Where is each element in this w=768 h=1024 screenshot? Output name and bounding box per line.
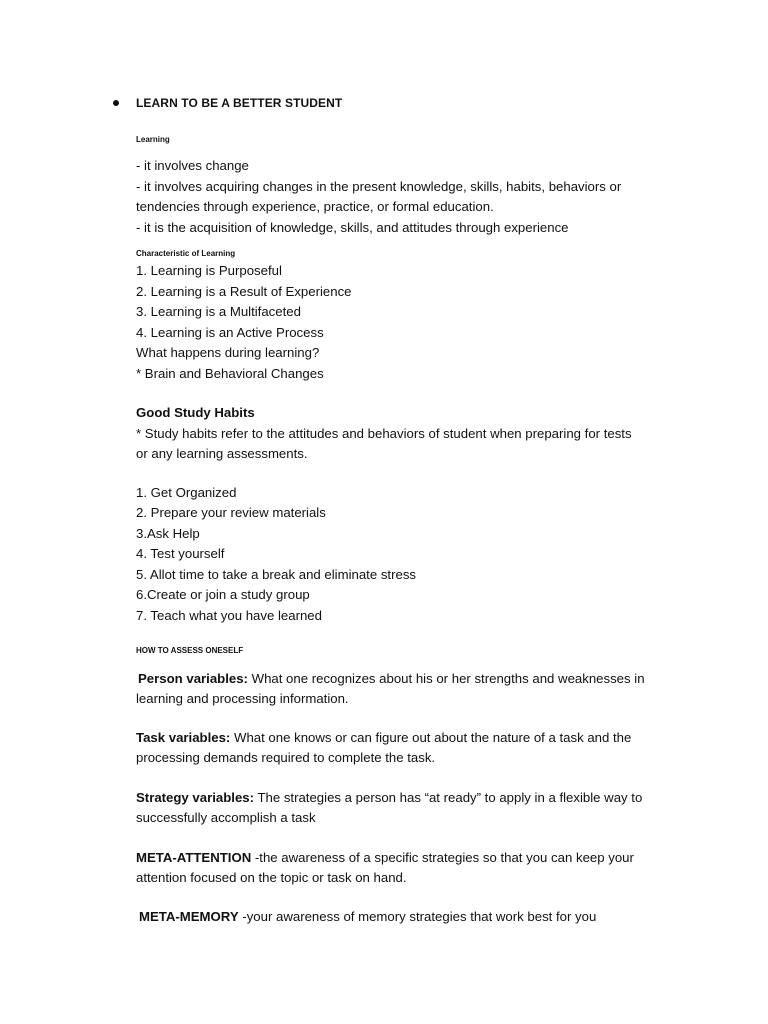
characteristic-item: 1. Learning is Purposeful <box>136 263 282 278</box>
meta-attention-line: attention focused on the topic or task on hand. <box>136 870 407 885</box>
person-variables-term: Person variables: <box>138 671 248 686</box>
meta-memory-line <box>139 907 596 927</box>
meta-memory-text: -your awareness of memory strategies that work best for you <box>238 909 597 924</box>
strategy-variables-line: successfully accomplish a task <box>136 810 316 825</box>
strategy-variables-line <box>136 788 642 808</box>
characteristic-item: 4. Learning is an Active Process <box>136 325 324 340</box>
learning-heading: Learning <box>136 135 170 144</box>
person-variables-line <box>138 669 645 689</box>
characteristics-heading: Characteristic of Learning <box>136 249 236 258</box>
person-variables-text: What one recognizes about his or her strengths and weaknesses in <box>247 671 645 686</box>
study-habit-item: 3.Ask Help <box>136 526 200 541</box>
learning-line: tendencies through experience, practice, or formal education. <box>136 199 494 214</box>
learning-line: - it involves acquiring changes in the present knowledge, skills, habits, behaviors or <box>136 179 622 194</box>
study-habit-item: 7. Teach what you have learned <box>136 608 322 623</box>
study-habit-item: 6.Create or join a study group <box>136 587 310 602</box>
learning-answer: * Brain and Behavioral Changes <box>136 366 324 381</box>
bullet-icon <box>113 100 119 106</box>
task-variables-term: Task variables: <box>136 730 231 745</box>
strategy-variables-text: The strategies a person has “at ready” to apply in a flexible way to <box>254 790 643 805</box>
characteristic-item: 3. Learning is a Multifaceted <box>136 304 301 319</box>
assess-heading: HOW TO ASSESS ONESELF <box>136 646 244 655</box>
task-variables-line: processing demands required to complete the task. <box>136 750 436 765</box>
document-title: LEARN TO BE A BETTER STUDENT <box>136 96 343 110</box>
strategy-variables-term: Strategy variables: <box>136 790 255 805</box>
learning-question: What happens during learning? <box>136 345 320 360</box>
task-variables-text: What one knows or can figure out about the nature of a task and the <box>230 730 632 745</box>
person-variables-line: learning and processing information. <box>136 691 349 706</box>
learning-line: - it involves change <box>136 158 249 173</box>
meta-attention-line <box>136 848 634 868</box>
task-variables-line <box>136 728 631 748</box>
characteristic-item: 2. Learning is a Result of Experience <box>136 284 352 299</box>
meta-attention-text: -the awareness of a specific strategies so that you can keep your <box>251 850 634 865</box>
study-habits-intro: * Study habits refer to the attitudes and behaviors of student when preparing for tests <box>136 426 632 441</box>
study-habits-intro: or any learning assessments. <box>136 446 308 461</box>
learning-line: - it is the acquisition of knowledge, skills, and attitudes through experience <box>136 220 569 235</box>
study-habit-item: 1. Get Organized <box>136 485 237 500</box>
meta-attention-term: META-ATTENTION <box>136 850 252 865</box>
meta-memory-term: META-MEMORY <box>139 909 239 924</box>
study-habits-heading: Good Study Habits <box>136 405 255 420</box>
study-habit-item: 5. Allot time to take a break and eliminate stress <box>136 567 417 582</box>
study-habit-item: 2. Prepare your review materials <box>136 505 326 520</box>
study-habit-item: 4. Test yourself <box>136 546 225 561</box>
